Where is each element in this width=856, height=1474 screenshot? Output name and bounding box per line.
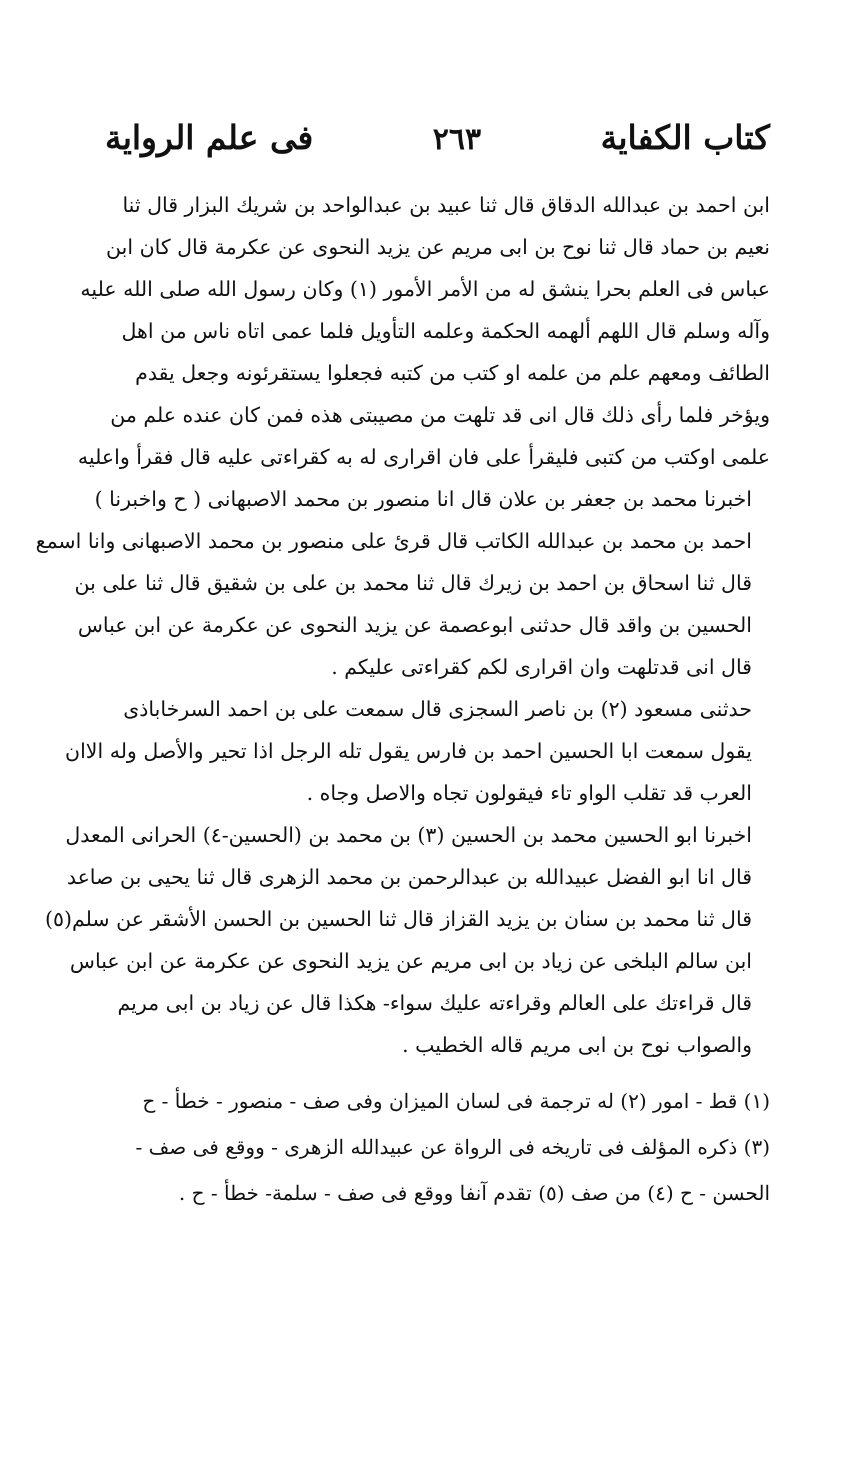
text-line: علمى اوكتب من كتبى فليقرأ على فان اقرارى له به كقراءتى عليه قال فقرأ واعليه [77,445,770,469]
text-line: قال ثنا محمد بن سنان بن يزيد القزاز قال ثنا الحسين بن الحسن الأشقر عن سلم(٥) [44,907,752,931]
text-line: اخبرنا محمد بن جعفر بن علان قال انا منصور بن محمد الاصبهانى ( ح واخبرنا ) [94,487,752,511]
book-page [35,118,770,1216]
book-subtitle: فى علم الرواية [105,118,314,157]
text-line: نعيم بن حماد قال ثنا نوح بن ابى مريم عن يزيد النحوى عن عكرمة قال كان ابن [106,235,770,259]
paragraph [44,814,770,1066]
paragraph [65,688,770,814]
text-line: ويؤخر فلما رأى ذلك قال انى قد تلهت من مصيبتى هذه فمن كان عنده علم من [110,403,770,427]
footnote-line: (١) قط - امور (٢) له ترجمة فى لسان الميزان وفى صف - منصور - خطأ - ح [142,1089,770,1113]
paragraph [77,184,770,478]
text-line: الحسين بن واقد قال حدثنى ابوعصمة عن يزيد النحوى عن عكرمة عن ابن عباس [77,613,752,637]
text-line: قال قراءتك على العالم وقراءته عليك سواء- هكذا قال عن زياد بن ابى مريم [117,991,752,1015]
text-line: قال انا ابو الفضل عبيدالله بن عبدالرحمن بن محمد الزهرى قال ثنا يحيى بن صاعد [66,865,752,889]
text-line: احمد بن محمد بن عبدالله الكاتب قال قرئ على منصور بن محمد الاصبهانى وانا اسمع [35,529,752,553]
text-line: عباس فى العلم بحرا ينشق له من الأمر الأمور (١) وكان رسول الله صلى الله عليه [80,277,770,301]
running-header [105,118,770,174]
text-line: يقول سمعت ابا الحسين احمد بن فارس يقول تله الرجل اذا تحير والأصل وله الاان [65,739,752,763]
book-title: كتاب الكفاية [600,118,770,157]
text-line: حدثنى مسعود (٢) بن ناصر السجزى قال سمعت على بن احمد السرخاباذى [123,697,752,721]
text-line: الطائف ومعهم علم من علمه او كتب من كتبه فجعلوا يستقرئونه وجعل يقدم [135,361,770,385]
text-line: اخبرنا ابو الحسين محمد بن الحسين (٣) بن محمد بن (الحسين-٤) الحرانى المعدل [65,823,752,847]
page-number: ٢٦٣ [432,122,482,157]
text-line: العرب قد تقلب الواو تاء فيقولون تجاه والاصل وجاه . [306,781,752,805]
footnote-line: (٣) ذكره المؤلف فى تاريخه فى الرواة عن عبيدالله الزهرى - ووقع فى صف - [135,1135,770,1159]
text-line: ابن سالم البلخى عن زياد بن ابى مريم عن يزيد النحوى عن عكرمة عن ابن عباس [69,949,752,973]
text-line: ابن احمد بن عبدالله الدقاق قال ثنا عبيد بن عبدالواحد بن شريك البزار قال ثنا [122,193,770,217]
text-line: قال انى قدتلهت وان اقرارى لكم كقراءتى عليكم . [331,655,752,679]
text-line: والصواب نوح بن ابى مريم قاله الخطيب . [402,1033,752,1057]
footnote-line: الحسن - ح (٤) من صف (٥) تقدم آنفا ووقع فى صف - سلمة- خطأ - ح . [178,1181,770,1205]
text-line: وآله وسلم قال اللهم ألهمه الحكمة وعلمه التأويل فلما عمى اتاه ناس من اهل [121,319,770,343]
footnotes [105,1078,770,1216]
paragraph [35,478,770,688]
text-line: قال ثنا اسحاق بن احمد بن زيرك قال ثنا محمد بن على بن شقيق قال ثنا على بن [74,571,752,595]
body-text [35,184,770,1066]
